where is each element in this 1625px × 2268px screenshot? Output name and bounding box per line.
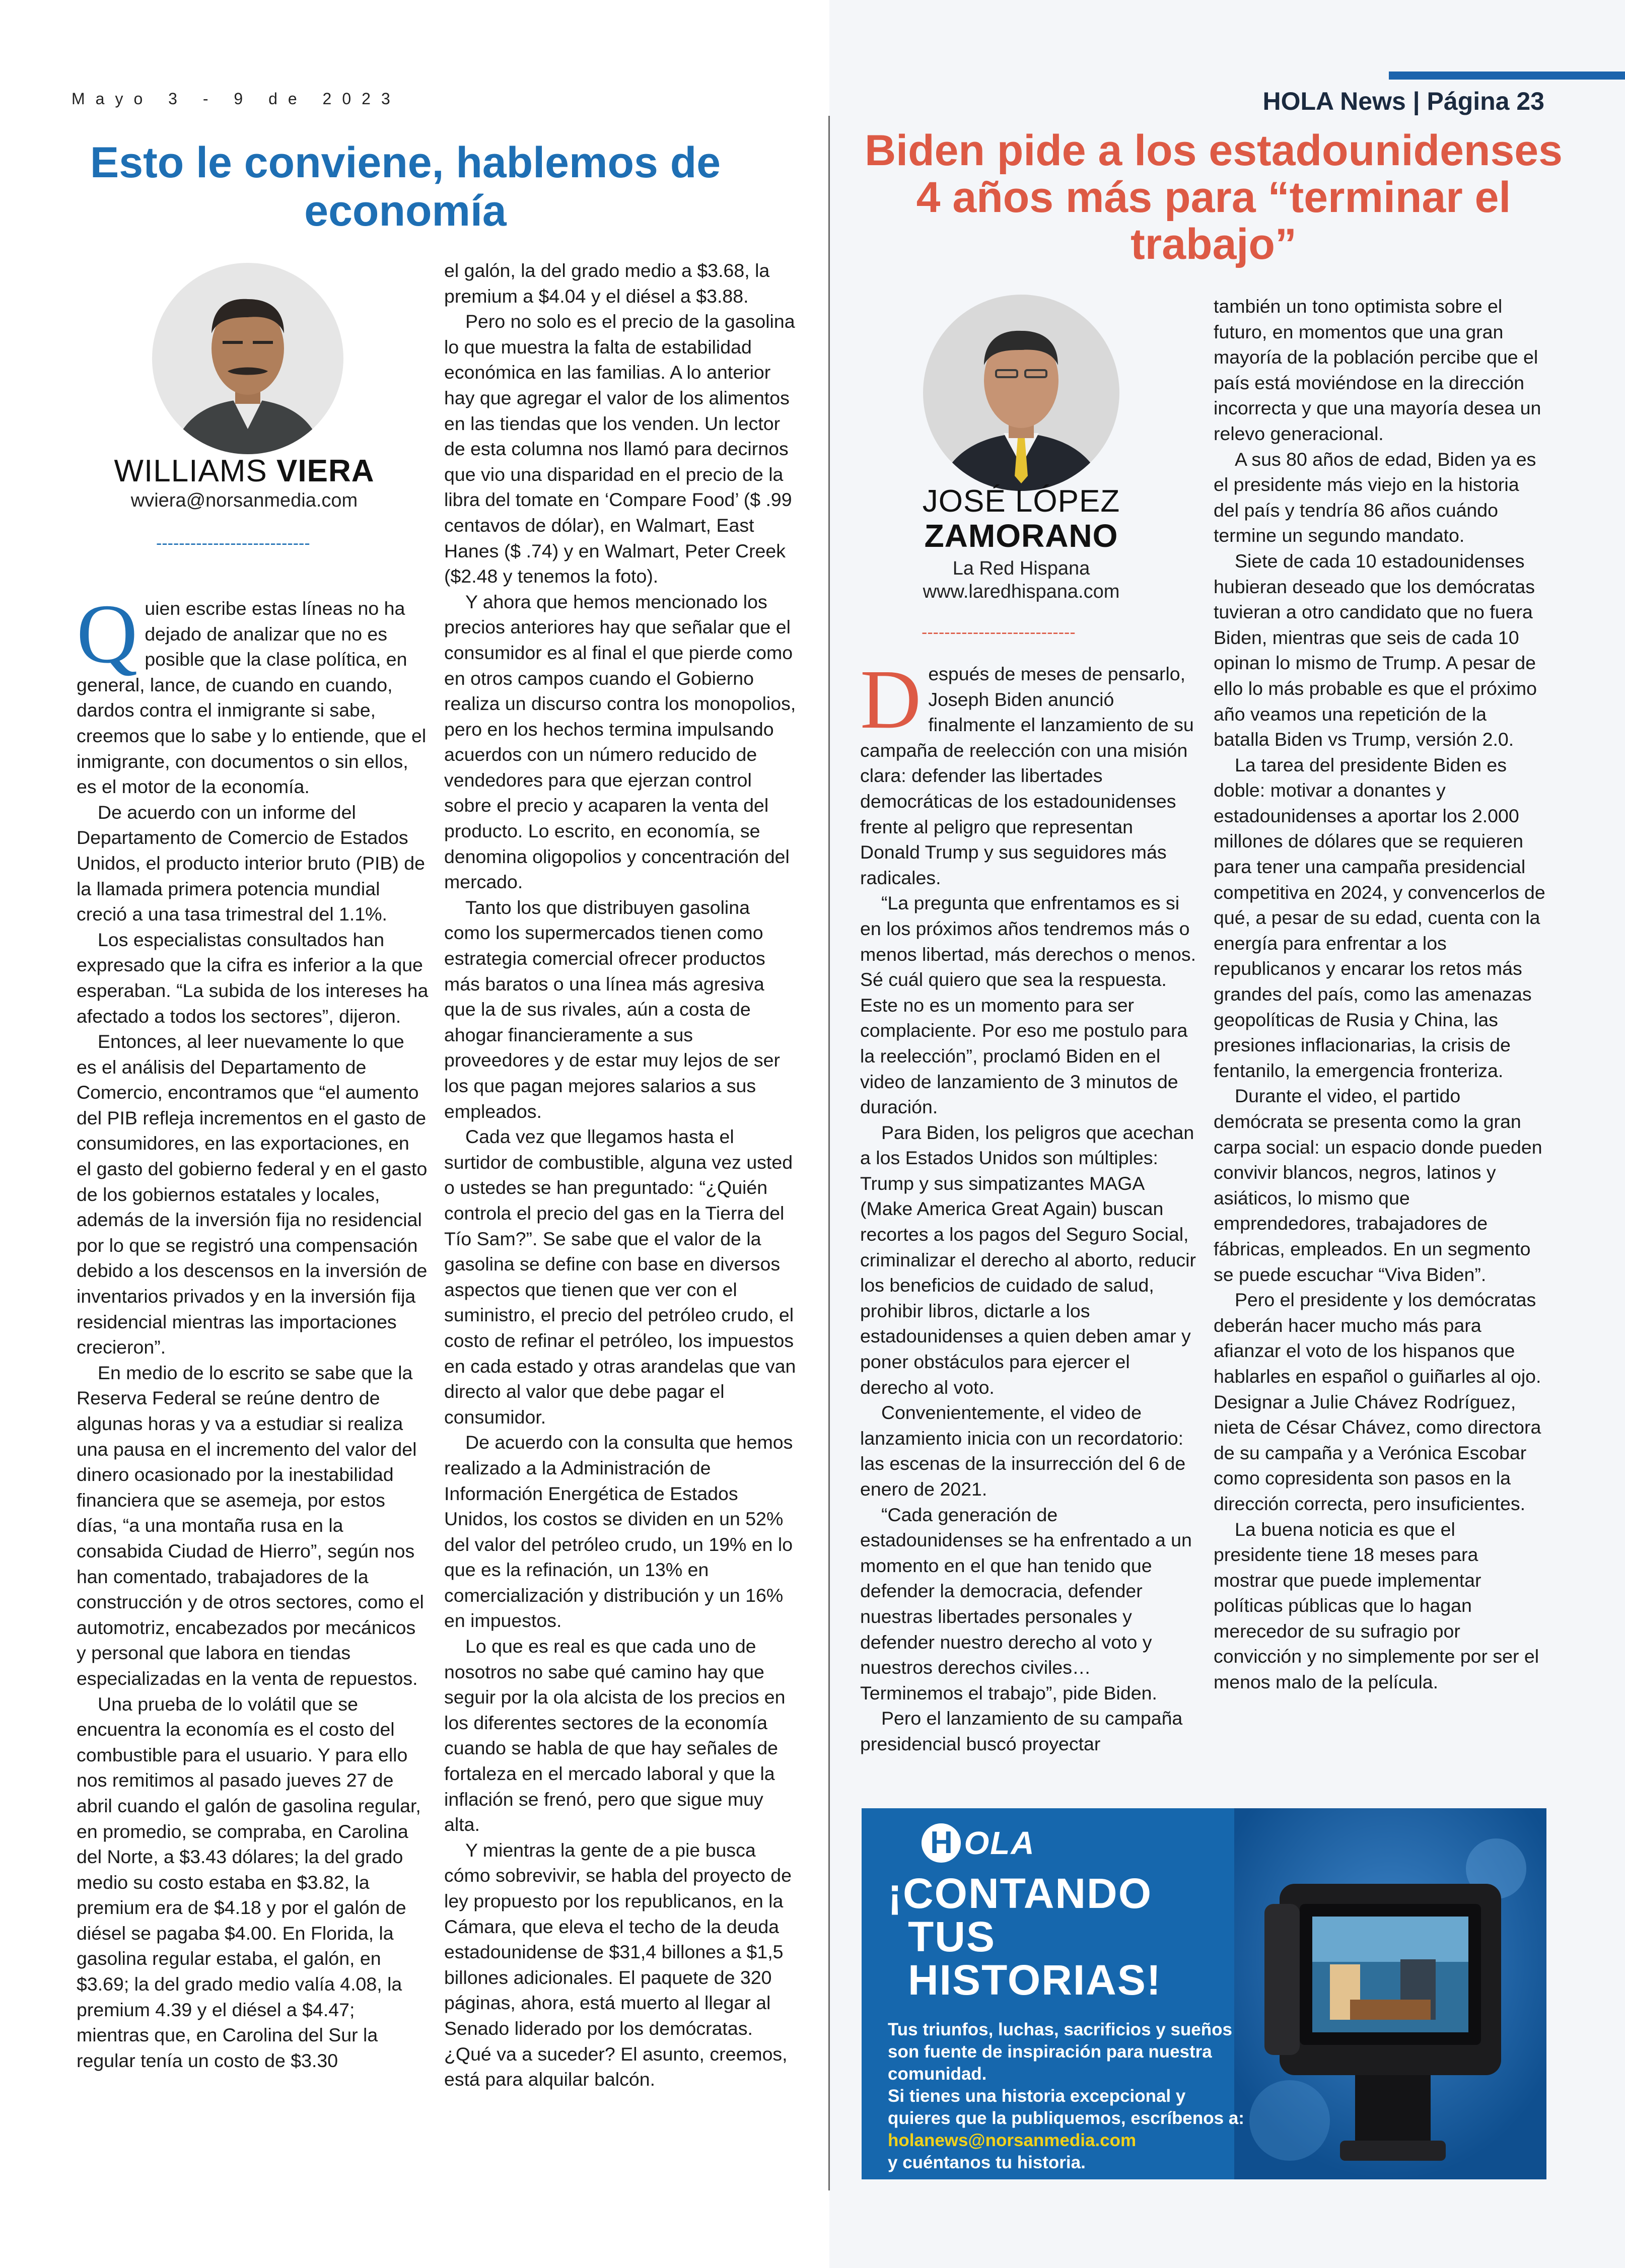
author-last-name: ZAMORANO <box>924 518 1118 554</box>
paragraph: Convenientemente, el video de lanzamiento inicia con un recordatorio: las escenas de la insurrección del 6 de enero de 2021. <box>860 1402 1186 1500</box>
left-byline-divider: --------------------------- <box>156 534 310 553</box>
header-accent-bar <box>1389 72 1625 80</box>
paragraph: uien escribe estas líneas no ha dejado de analizar que no es posible que la clase política, en general, lance, de cuando en cuando, dardos contra el inmigrante si sabe, creemos que lo sabe y lo entiende, que el inmigrante, con documentos o sin ellos, es el motor de la economía. <box>77 598 427 798</box>
right-article-column-1 <box>860 653 1197 1757</box>
author-last-name: VIERA <box>276 454 375 488</box>
video-camera-image <box>1234 1808 1546 2179</box>
ad-contact-email[interactable]: holanews@norsanmedia.com <box>888 2131 1137 2150</box>
paragraph: Pero no solo es el precio de la gasolina lo que muestra la falta de estabilidad económica en las familias. A lo anterior hay que agregar el valor de los alimentos en las tiendas que los venden. Un lector de esta columna nos llamó para decirnos que vio una disparidad en el precio de la libra del tomate en ‘Compare Food’ ($ .99 centavos de dólar), en Walmart, East Hanes ($ .74) y en Walmart, Peter Creek ($2.48 y tenemos la foto). <box>444 311 795 587</box>
ad-body <box>888 2019 1250 2174</box>
right-article-headline: Biden pide a los estadounidenses 4 años más para “terminar el trabajo” <box>865 126 1563 268</box>
paragraph: En medio de lo escrito se sabe que la Reserva Federal se reúne dentro de algunas horas y va a estudiar si realiza una pausa en el incremento del valor del dinero ocasionado por la inestabilidad financiera que se asemeja, por estos días, “a una montaña rusa en la consabida Ciudad de Hierro”, según nos han comentado, trabajadores de la construcción y de otros sectores, como el automotriz, encabezados por mecánicos y personal que labora en tiendas especializadas en la venta de repuestos. <box>77 1362 424 1689</box>
hola-logo <box>888 1823 1069 1863</box>
paragraph: La buena noticia es que el presidente tiene 18 meses para mostrar que puede implementar políticas públicas que lo hagan merecedor de su sufragio por convicción y no simplemente por ser el menos malo de la película. <box>1214 1518 1539 1693</box>
right-author-byline <box>898 484 1145 603</box>
ad-headline-line-2: TUS HISTORIAS! <box>908 1913 1162 2004</box>
paragraph: Y mientras la gente de a pie busca cómo sobrevivir, se habla del proyecto de ley propuesto por los republicanos, en la Cámara, que eleva el techo de la deuda estadounidense de $31,4 billones a $1,5 billones adicionales. El paquete de 320 páginas, ahora, está muerto al llegar al Senado liderado por los demócratas. ¿Qué va a suceder? El asunto, creemos, está para alquilar balcón. <box>444 1839 792 2090</box>
paragraph: De acuerdo con la consulta que hemos realizado a la Administración de Información Energética de Estados Unidos, los costos se dividen en un 52% del valor del petróleo crudo, un 19% en lo que es la refinación, un 13% en comercialización y distribución y un 16% en impuestos. <box>444 1432 793 1632</box>
hola-logo-mark: H <box>922 1823 961 1863</box>
author-email[interactable]: wviera@norsanmedia.com <box>130 490 358 511</box>
paragraph: también un tono optimista sobre el futuro, en momentos que una gran mayoría de la población percibe que el país está moviéndose en la dirección incorrecta y que una mayoría desea un relevo generacional. <box>1214 296 1541 444</box>
paragraph: Pero el lanzamiento de su campaña presidencial buscó proyectar <box>860 1708 1183 1754</box>
paragraph: Tanto los que distribuyen gasolina como los supermercados tienen como estrategia comercial ofrecer productos más baratos o una línea más agresiva que la de sus rivales, aún a costa de ahogar financieramente a sus proveedores y de estar muy lejos de ser los que pagan mejores salarios a sus empleados. <box>444 896 780 1122</box>
left-article-headline: Esto le conviene, hablemos de economía <box>90 138 721 235</box>
paragraph: La tarea del presidente Biden es doble: motivar a donantes y estadounidenses a aportar los 2.000 millones de dólares que se requieren para tener una campaña presidencial competitiva en 2024, y convencerlos de qué, a pesar de su edad, cuenta con la energía para enfrentar a los republicanos y encarar los retos más grandes del país, como las amenazas geopolíticas de Rusia y China, las presiones inflacionarias, la crisis de fentanilo, la emergencia fronteriza. <box>1214 754 1545 1081</box>
paragraph: “Cada generación de estadounidenses se ha enfrentado a un momento en el que han tenido que defender la democracia, defender nuestras libertades personales y defender nuestro derecho al voto y nuestros derechos civiles… Terminemos el trabajo”, pide Biden. <box>860 1504 1192 1704</box>
author-photo-williams-viera <box>152 263 343 454</box>
ad-text-line: y cuéntanos tu historia. <box>888 2153 1086 2172</box>
hola-logo-text: OLA <box>964 1825 1035 1861</box>
paragraph: espués de meses de pensarlo, Joseph Biden anunció finalmente el lanzamiento de su campaña de reelección con una misión clara: defender las libertades democráticas de los estadounidenses frente al peligro que representan Donald Trump y sus seguidores más radicales. <box>860 663 1194 888</box>
ad-text-line: Tus triunfos, luchas, sacrificios y sueños son fuente de inspiración para nuestra comunidad. <box>888 2020 1232 2084</box>
author-photo-jose-lopez-zamorano <box>923 295 1119 491</box>
ad-text-block <box>888 1823 1250 2174</box>
author-first-name: WILLIAMS <box>114 454 267 488</box>
issue-date: Mayo 3 - 9 de 2023 <box>72 90 401 108</box>
paragraph: Para Biden, los peligros que acechan a los Estados Unidos son múltiples: Trump y sus simpatizantes MAGA (Make America Great Again) buscan recortes a los pagos del Seguro Social, criminalizar el derecho al aborto, reducir los beneficios de cuidado de salud, prohibir libros, dictarle a los estadounidenses a quien deben amar y poner obstáculos para ejercer el derecho al voto. <box>860 1121 1196 1398</box>
paragraph: Pero el presidente y los demócratas deberán hacer mucho más para afianzar el voto de los hispanos que hablarles en español o guiñarles al ojo. Designar a Julie Chávez Rodríguez, nieta de César Chávez, como directora de su campaña y a Verónica Escobar como copresidenta son pasos en la dirección correcta, pero insuficientes. <box>1214 1289 1541 1514</box>
paragraph: Lo que es real es que cada uno de nosotros no sabe qué camino hay que seguir por la ola alcista de los precios en los diferentes sectores de la economía cuando se habla de que hay señales de fortaleza en el mercado laboral y que la inflación se frenó, pero que sigue muy alta. <box>444 1636 786 1835</box>
page-label: HOLA News | Página 23 <box>1262 87 1544 115</box>
paragraph: Siete de cada 10 estadounidenses hubieran deseado que los demócratas tuvieran a otro candidato que no fuera Biden, mientras que seis de cada 10 opinan lo mismo de Trump. A pesar de ello lo más probable es que el próximo año veamos una repetición de la batalla Biden vs Trump, versión 2.0. <box>1214 550 1537 750</box>
column-divider <box>828 116 830 2190</box>
author-organization: La Red Hispana <box>952 558 1090 579</box>
right-byline-divider: --------------------------- <box>922 623 1076 642</box>
paragraph: Cada vez que llegamos hasta el surtidor de combustible, alguna vez usted o ustedes se han preguntado: “¿Quién controla el precio del gas en la Tierra del Tío Sam?”. Se sabe que el valor de la gasolina se define con base en diversos aspectos que tienen que ver con el suministro, el precio del petróleo crudo, el costo de refinar el petróleo, los impuestos en cada estado y otras arandelas que van directo al valor que debe pagar el consumidor. <box>444 1126 796 1428</box>
paragraph: el galón, la del grado medio a $3.68, la premium a $4.04 y el diésel a $3.88. <box>444 260 770 307</box>
ad-headline-line-1: ¡CONTANDO <box>888 1870 1153 1917</box>
paragraph: Y ahora que hemos mencionado los precios anteriores hay que señalar que el consumidor es al final el que pierde como en otros campos cuando el Gobierno realiza un discurso contra los monopolios, pero en los hechos termina impulsando acuerdos con un número reducido de vendedores para que ejerzan control sobre el precio y acaparen la venta del producto. Lo escrito, en economía, se denomina oligopolios y concentración del mercado. <box>444 591 796 893</box>
paragraph: “La pregunta que enfrentamos es si en los próximos años tendremos más o menos libertad, más derechos o menos. Sé cuál quiero que sea la respuesta. Este no es un momento para ser complaciente. Por eso me postulo para la reelección”, proclamó Biden en el video de lanzamiento de 3 minutos de duración. <box>860 892 1196 1118</box>
ad-text-line: Si tienes una historia excepcional y quieres que la publiquemos, escríbenos a: <box>888 2086 1244 2128</box>
paragraph: Los especialistas consultados han expresado que la cifra es inferior a la que esperaban. “La subida de los intereses ha afectado a todos los sectores”, dijeron. <box>77 929 429 1027</box>
dropcap: Q <box>77 587 138 681</box>
dropcap: D <box>860 653 922 746</box>
hola-advertisement[interactable] <box>862 1808 1546 2179</box>
left-author-byline <box>76 453 413 512</box>
author-website[interactable]: www.laredhispana.com <box>923 581 1120 602</box>
paragraph: A sus 80 años de edad, Biden ya es el presidente más viejo en la historia del país y tendría 86 años cuándo termine un segundo mandato. <box>1214 448 1536 546</box>
author-first-name: JOSÉ LÓPEZ <box>922 484 1120 519</box>
paragraph: Durante el video, el partido demócrata se presenta como la gran carpa social: un espacio donde pueden convivir blancos, negros, latinos y asiáticos, lo mismo que emprendedores, trabajadores de fábricas, empleados. En un segmento se puede escuchar “Viva Biden”. <box>1214 1085 1542 1285</box>
paragraph: Entonces, al leer nuevamente lo que es el análisis del Departamento de Comercio, encontramos que “el aumento del PIB refleja incrementos en el gasto de consumidores, en las exportaciones, en el gasto del gobierno federal y en el gasto de los gobiernos estatales y locales, además de la inversión fija no residencial por lo que se registró una compensación debido a los descensos en la inversión de inventarios privados y en la inversión fija residencial mientras las importaciones crecieron”. <box>77 1031 428 1358</box>
author-name <box>76 453 413 489</box>
paragraph: Una prueba de lo volátil que se encuentra la economía es el costo del combustible para el usuario. Y para ello nos remitimos al pasado jueves 27 de abril cuando el galón de gasolina regular, en promedio, se compraba, en Carolina del Norte, a $3.43 dólares; la del grado medio su costo estaba en $3.82, la premium era de $4.18 y por el galón de diésel se pagaba $4.00. En Florida, la gasolina regular estaba, el galón, en $3.69; la del grado medio valía 4.08, la premium 4.39 y el diésel a $4.47; mientras que, en Carolina del Sur la regular tenía un costo de $3.30 <box>77 1693 421 2071</box>
right-article-column-2 <box>1214 294 1546 1695</box>
left-article-column-2 <box>444 258 797 2092</box>
paragraph: De acuerdo con un informe del Departamento de Comercio de Estados Unidos, el producto interior bruto (PIB) de la llamada primera potencia mundial creció a una tasa trimestral del 1.1%. <box>77 801 426 925</box>
left-article-column-1 <box>77 587 429 2073</box>
